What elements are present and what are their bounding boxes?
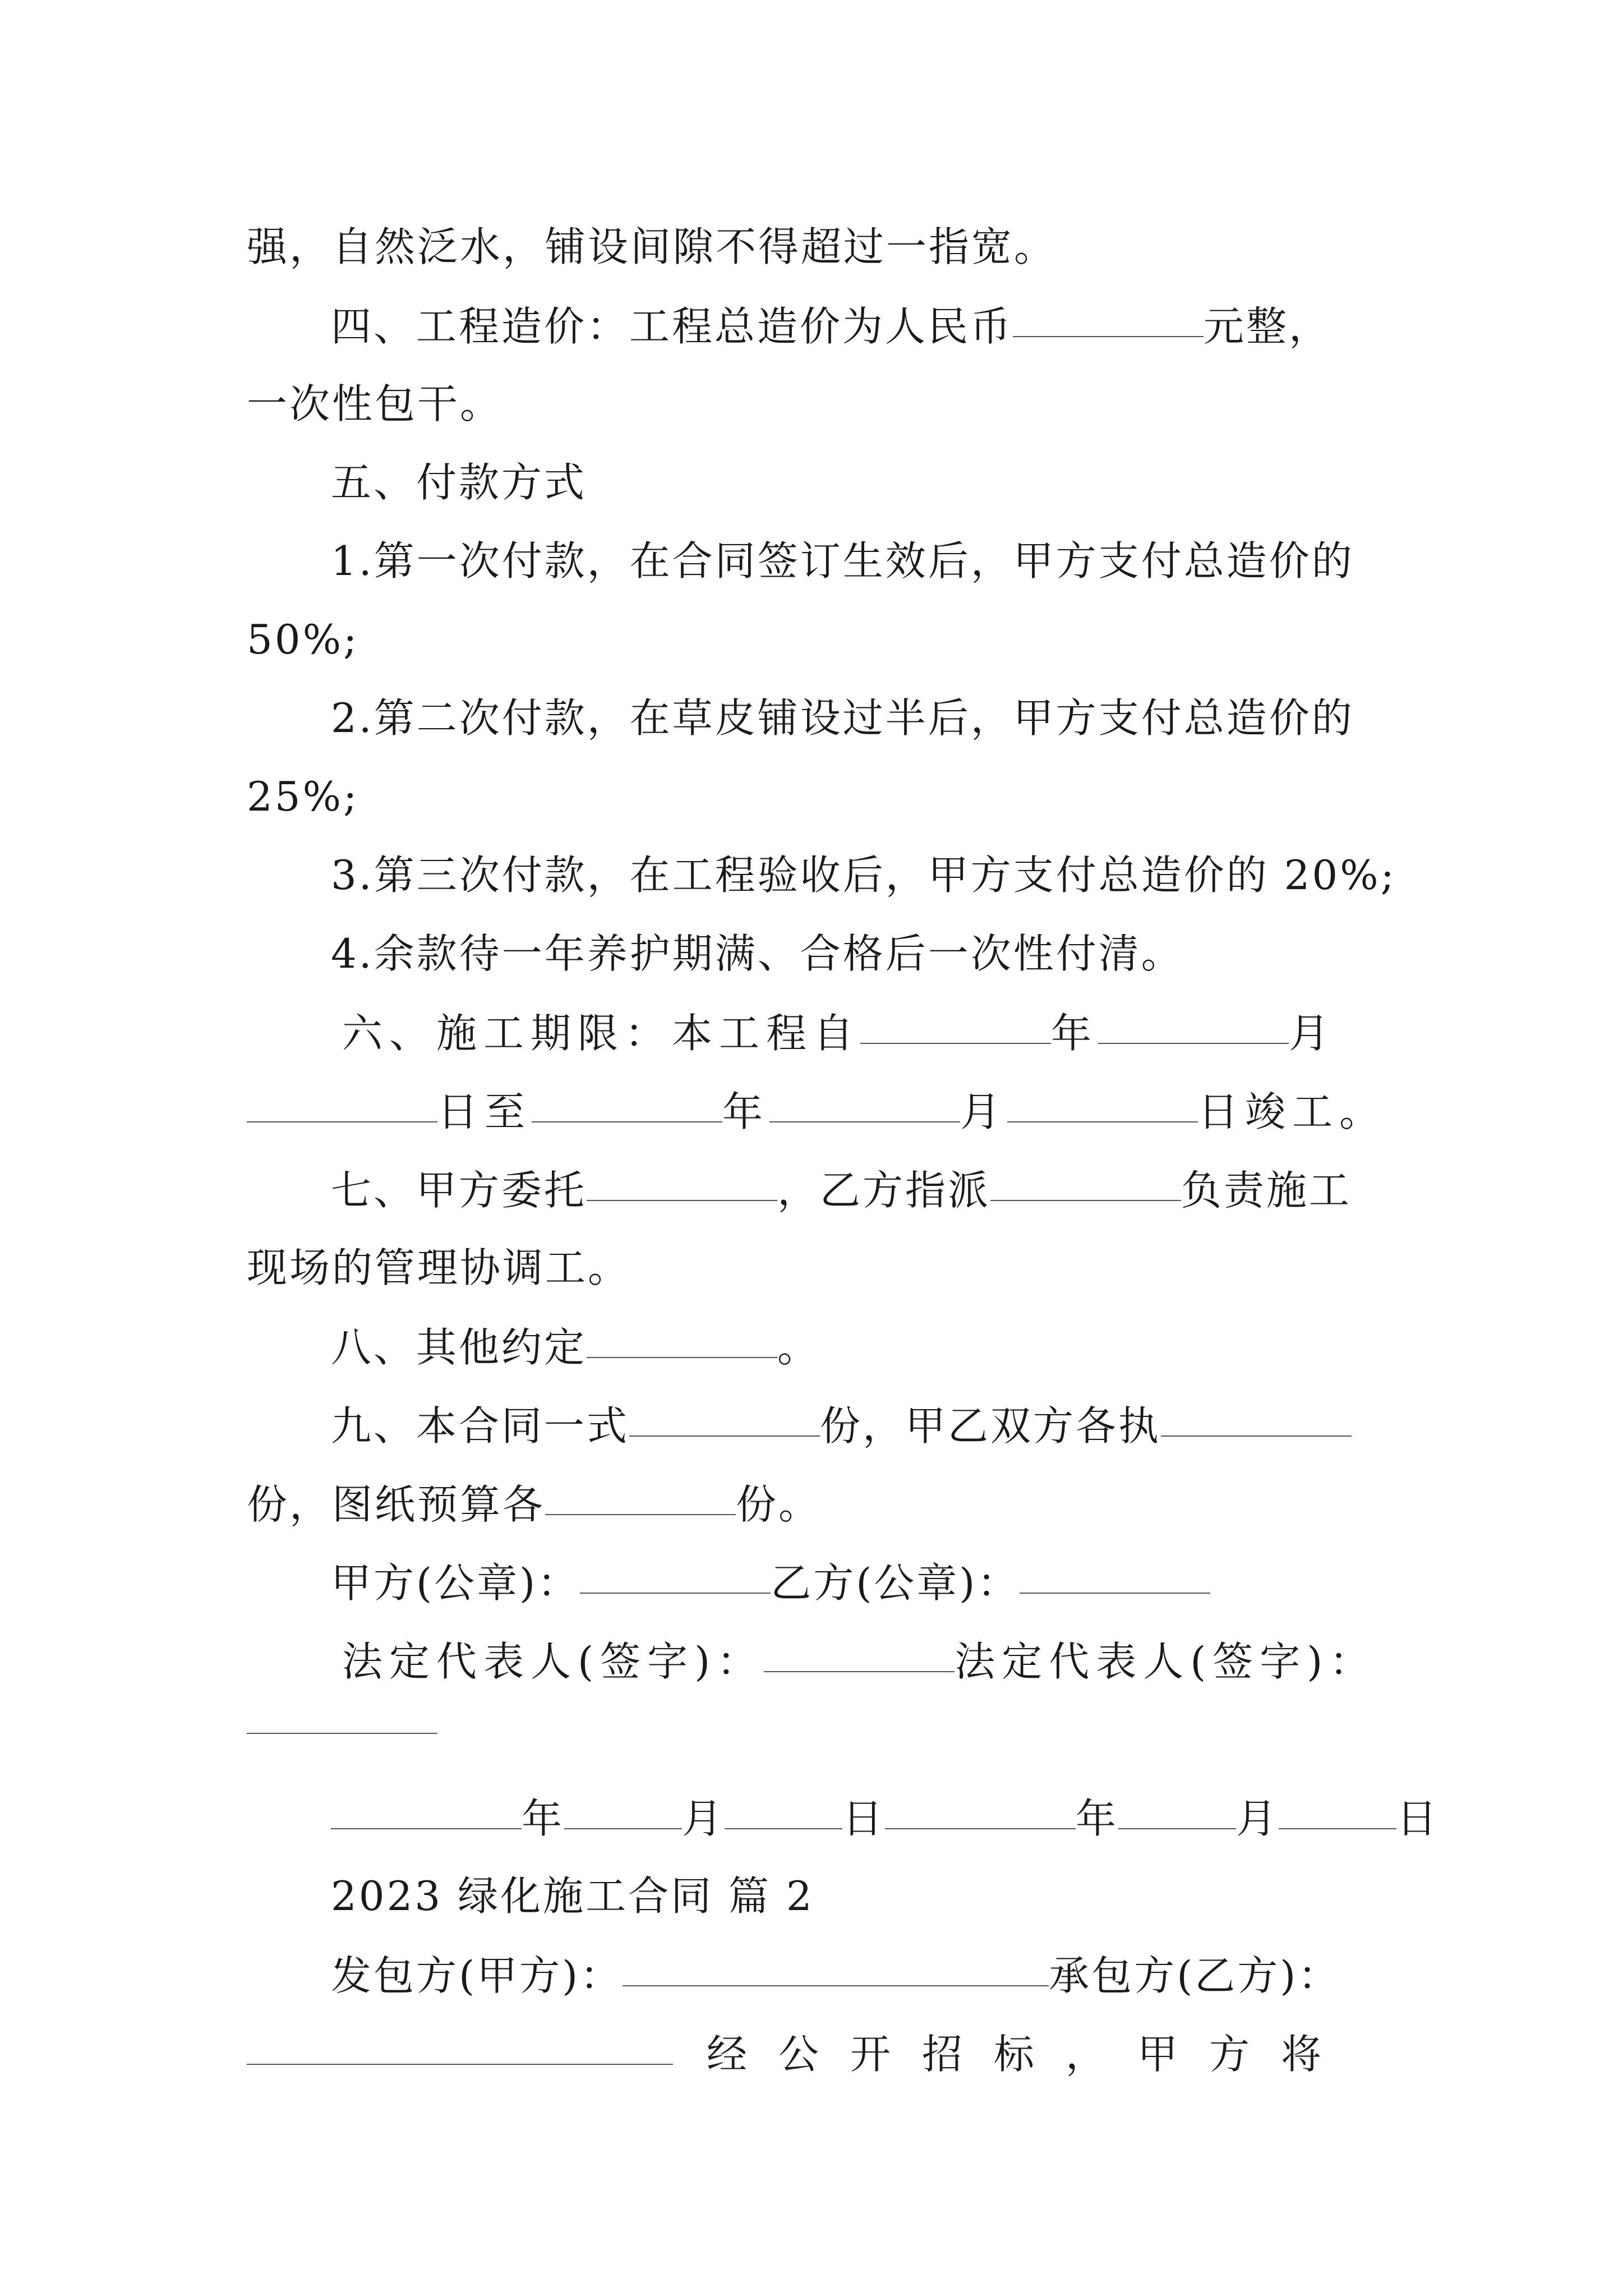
clause-text: 日竣工。 bbox=[1198, 1088, 1387, 1135]
clause-text: 负责施工 bbox=[1181, 1167, 1352, 1214]
text-line bbox=[342, 1630, 1376, 1691]
text-line bbox=[247, 609, 359, 670]
list-item: 3.第三次付款，在工程验收后，甲方支付总造价的 20%; bbox=[331, 852, 1396, 899]
fill-blank bbox=[1279, 1783, 1396, 1829]
text-line bbox=[247, 373, 502, 435]
fill-blank bbox=[764, 1626, 955, 1672]
date-label: 年 bbox=[1076, 1795, 1119, 1842]
text-line bbox=[331, 1315, 820, 1377]
fill-blank bbox=[769, 1076, 960, 1122]
fill-blank bbox=[990, 1155, 1181, 1201]
fill-blank bbox=[247, 1688, 437, 1734]
text-line bbox=[247, 766, 359, 827]
text-line bbox=[342, 1001, 1336, 1063]
clause-text: 份，甲乙双方各执 bbox=[820, 1402, 1161, 1450]
paragraph-text: 强，自然泛水，铺设间隙不得超过一指宽。 bbox=[247, 223, 1057, 270]
signature-label: 乙方(公章)： bbox=[771, 1559, 1020, 1607]
paragraph-text: 一次性包干。 bbox=[247, 380, 503, 427]
clause-text: 年 bbox=[722, 1088, 770, 1135]
fill-blank bbox=[1020, 1548, 1210, 1594]
fill-blank bbox=[331, 1783, 522, 1829]
date-label: 月 bbox=[1236, 1795, 1279, 1842]
clause-text: 份，图纸预算各 bbox=[247, 1481, 546, 1528]
text-line bbox=[331, 1787, 1439, 1848]
text-line bbox=[247, 2022, 1353, 2084]
clause-text: 日至 bbox=[437, 1088, 532, 1135]
fill-blank bbox=[580, 1548, 771, 1594]
fill-blank bbox=[587, 1155, 777, 1201]
fill-blank bbox=[629, 1391, 820, 1437]
text-line bbox=[331, 452, 587, 513]
clause-text: 七、甲方委托 bbox=[331, 1167, 587, 1214]
fill-blank bbox=[885, 1783, 1076, 1829]
section-title: 2023 绿化施工合同 篇 2 bbox=[331, 1872, 814, 1920]
clause-text: 九、本合同一式 bbox=[331, 1402, 630, 1450]
signature-label: 法定代表人(签字)： bbox=[342, 1638, 764, 1685]
text-line bbox=[331, 923, 1184, 984]
clause-text: 六、施工期限：本工程自 bbox=[342, 1010, 861, 1057]
text-line bbox=[247, 216, 1057, 278]
fill-blank bbox=[1161, 1391, 1352, 1437]
party-label: 发包方(甲方)： bbox=[331, 1952, 623, 1999]
signature-label: 甲方(公章)： bbox=[331, 1559, 580, 1607]
fill-blank bbox=[1007, 1076, 1198, 1122]
text-line bbox=[331, 687, 1354, 749]
list-item: 1.第一次付款，在合同签订生效后，甲方支付总造价的 bbox=[331, 537, 1354, 585]
text-line bbox=[331, 1394, 1352, 1456]
fill-blank bbox=[545, 1469, 736, 1515]
text-line bbox=[331, 844, 1396, 906]
paragraph-text: 经公开招标，甲方将 bbox=[707, 2031, 1353, 2078]
fill-blank bbox=[1013, 291, 1204, 337]
paragraph-text: 现场的管理协调工。 bbox=[247, 1244, 631, 1291]
text-line bbox=[331, 1551, 1210, 1613]
fill-blank bbox=[1098, 998, 1289, 1044]
text-line bbox=[331, 1865, 814, 1927]
fill-blank bbox=[860, 998, 1051, 1044]
text-line bbox=[331, 530, 1354, 592]
text-line bbox=[247, 1080, 1386, 1142]
fill-blank bbox=[247, 1076, 437, 1122]
clause-text: 年 bbox=[1051, 1010, 1099, 1057]
paragraph-text: 50%; bbox=[247, 616, 359, 663]
text-line bbox=[247, 1473, 821, 1534]
clause-text: 。 bbox=[777, 1324, 820, 1371]
date-label: 日 bbox=[1396, 1795, 1440, 1842]
clause-text: ，乙方指派 bbox=[777, 1167, 991, 1214]
date-label: 年 bbox=[522, 1795, 565, 1842]
paragraph-text: 25%; bbox=[247, 773, 359, 820]
fill-blank bbox=[564, 1783, 682, 1829]
text-line bbox=[331, 1944, 1340, 2005]
clause-text: 月 bbox=[1289, 1010, 1336, 1057]
text-line bbox=[247, 1237, 630, 1299]
fill-blank bbox=[725, 1783, 842, 1829]
fill-blank bbox=[623, 1940, 1049, 1986]
list-item: 4.余款待一年养护期满、合格后一次性付清。 bbox=[331, 930, 1184, 977]
party-label: 承包方(乙方)： bbox=[1049, 1952, 1341, 1999]
date-label: 日 bbox=[842, 1795, 886, 1842]
clause-text: 四、工程造价：工程总造价为人民币 bbox=[331, 303, 1013, 350]
clause-text: 份。 bbox=[736, 1481, 822, 1528]
fill-blank bbox=[1118, 1783, 1236, 1829]
clause-text: 八、其他约定 bbox=[331, 1324, 587, 1371]
text-line bbox=[247, 1691, 437, 1753]
text-line bbox=[331, 295, 1331, 356]
fill-blank bbox=[532, 1076, 722, 1122]
list-item: 2.第二次付款，在草皮铺设过半后，甲方支付总造价的 bbox=[331, 694, 1354, 742]
fill-blank bbox=[587, 1312, 777, 1358]
text-line bbox=[331, 1158, 1352, 1220]
signature-label: 法定代表人(签字)： bbox=[955, 1638, 1377, 1685]
date-label: 月 bbox=[682, 1795, 725, 1842]
clause-text: 月 bbox=[960, 1088, 1008, 1135]
section-heading: 五、付款方式 bbox=[331, 459, 587, 506]
clause-text: 元整， bbox=[1204, 303, 1332, 350]
fill-blank bbox=[247, 2019, 673, 2065]
